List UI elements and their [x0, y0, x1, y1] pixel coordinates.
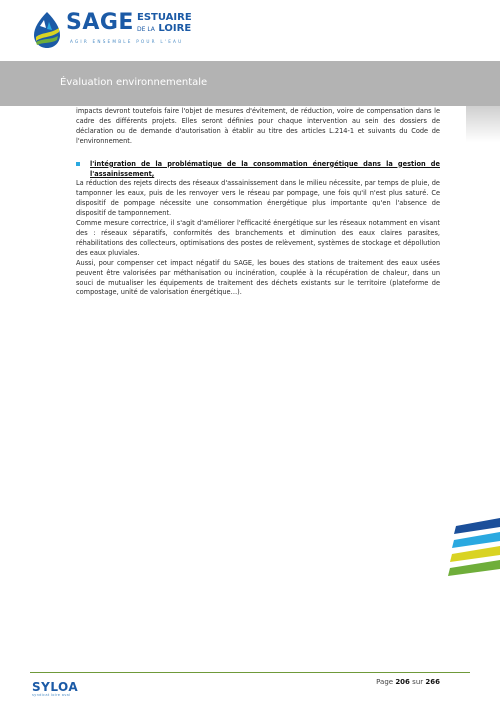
logo-estuaire-line1: ESTUAIRE — [137, 12, 192, 23]
section-title: Évaluation environnementale — [60, 77, 208, 88]
bullet-square-icon — [76, 162, 80, 166]
logo-estuaire-text — [137, 12, 192, 35]
page-prefix: Page — [376, 678, 394, 686]
logo-loire-text: LOIRE — [158, 23, 192, 34]
band-shadow — [466, 106, 500, 142]
sage-emblem-icon — [30, 10, 64, 50]
syloa-logo-text: SYLOA — [32, 680, 79, 694]
syloa-logo-subtext: syndicat loire aval — [32, 693, 71, 697]
page-total: 266 — [425, 678, 440, 686]
section-band — [0, 61, 500, 106]
intro-paragraph: impacts devront toutefois faire l'objet de mesures d'évitement, de réduction, voire de compensation dans le cadre des différents projets. Elles seront définies pour chaque intervention au sein des dossiers de déclaration ou de demande d'autorisation à établir au titre des articles L.214-1 et suivants du Code de l'environnement. — [76, 107, 440, 145]
bullet-heading: l'intégration de la problématique de la consommation énergétique dans la gestion de l'assainissement, — [90, 159, 440, 178]
decorative-stripes — [448, 518, 500, 580]
paragraph-1: La réduction des rejets directs des réseaux d'assainissement dans le milieu nécessite, par temps de pluie, de tamponner les eaux, puis de les renvoyer vers le réseau par pompage, une fois qu'il n'est plus saturé. Ce dispositif de pompage nécessite une consommation énergétique plus importante qu'en l'absence de dispositif de tamponnement. — [76, 179, 440, 218]
logo-dela-text: DE LA — [137, 26, 155, 33]
page-current: 206 — [395, 678, 410, 686]
paragraph-2: Comme mesure correctrice, il s'agit d'améliorer l'efficacité énergétique sur les réseaux notamment en visant des : réseaux séparatifs, conformités des branchements et diminution des eaux claires parasites, réhabilitations des collecteurs, optimisations des postes de relèvement, systèmes de stockage et dépollution des eaux pluviales. — [76, 219, 440, 257]
logo-sage-text: SAGE — [66, 10, 134, 35]
footer-rule — [30, 672, 470, 673]
sage-logo — [30, 10, 200, 52]
logo-tagline: AGIR ENSEMBLE POUR L'EAU — [70, 39, 184, 44]
bullet-item — [76, 160, 440, 180]
page-number — [376, 678, 440, 686]
page-separator: sur — [412, 678, 424, 686]
syloa-logo — [32, 680, 92, 702]
document-body — [76, 107, 440, 298]
paragraph-3: Aussi, pour compenser cet impact négatif du SAGE, les boues des stations de traitement des eaux usées peuvent être valorisées par méthanisation ou incinération, couplée à la récupération de chaleur, dans un souci de mutualiser les équipements de traitement des déchets existants sur le territoire (plateforme de compostage, unité de valorisation énergétique…). — [76, 258, 440, 297]
